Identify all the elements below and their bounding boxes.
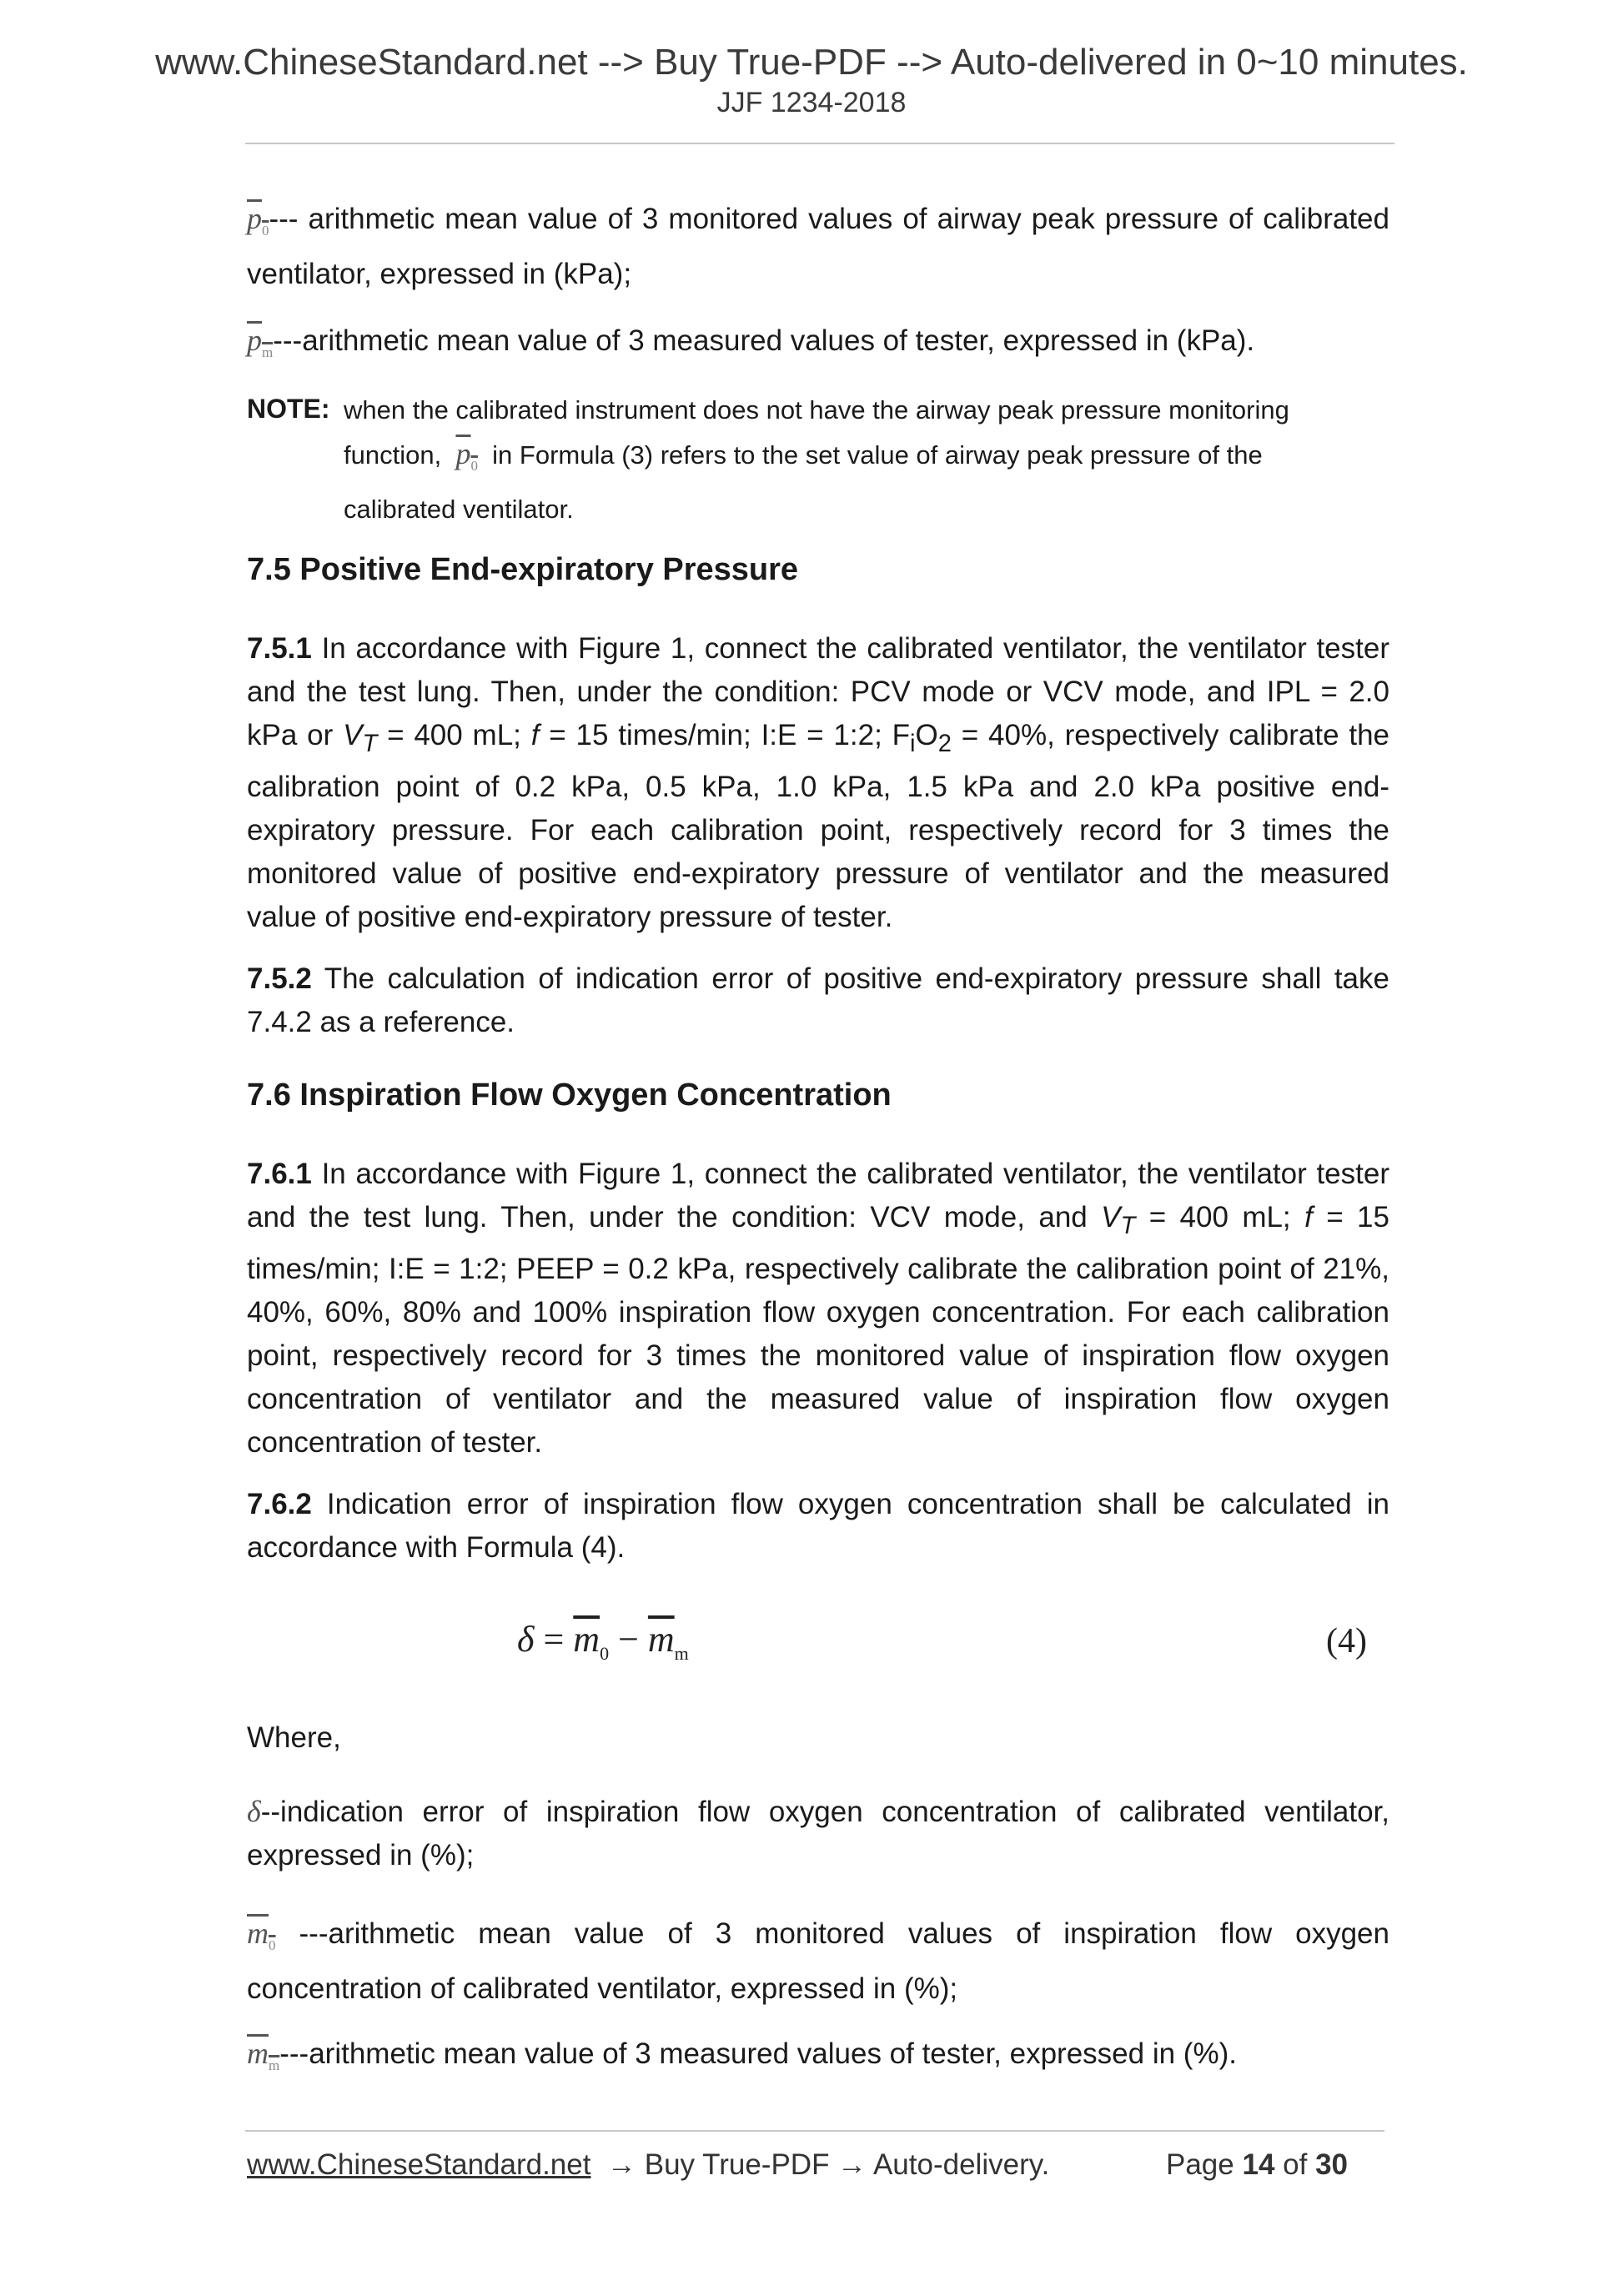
- header-banner: www.ChineseStandard.net --> Buy True-PDF --> Auto-delivered in 0~10 minutes.: [155, 42, 1468, 83]
- footer-site-link[interactable]: www.ChineseStandard.net: [247, 2148, 591, 2181]
- formula-4: $\delta = \overline{m}_0 - \overline{m}_m$: [517, 1619, 689, 1664]
- symbol-p0-note: $p_0$: [455, 437, 478, 475]
- note-text: when the calibrated instrument does not have the airway peak pressure monitoring function, $p_0$ in Formula (3) refers to the set value of airway peak pressure of the calibrated ventilator.: [344, 395, 1289, 525]
- where-label: Where,: [247, 1721, 341, 1754]
- note-label: NOTE:: [247, 394, 330, 424]
- definition-delta: δ--indication error of inspiration flow oxygen concentration of calibrated ventilator, expressed in (%);: [247, 1795, 1389, 1871]
- symbol-m0: $m_0$: [247, 1917, 276, 1954]
- paragraph-7-6-2: 7.6.2 Indication error of inspiration flow oxygen concentration shall be calculated in accordance with Formula (4).: [247, 1488, 1389, 1564]
- definition-m0: $m_0$ ---arithmetic mean value of 3 monitored values of inspiration flow oxygen concentration of calibrated ventilator, expressed in (%);: [247, 1917, 1389, 2006]
- paragraph-7-5-2: 7.5.2 The calculation of indication error of positive end-expiratory pressure shall take 7.4.2 as a reference.: [247, 962, 1389, 1038]
- symbol-p0: $p_0$: [247, 202, 269, 239]
- symbol-delta: δ: [247, 1795, 261, 1828]
- definition-mm: $m_m--$-arithmetic mean value of 3 measured values of tester, expressed in (%).: [247, 2037, 1237, 2074]
- definition-p0: $p_0---$ arithmetic mean value of 3 monitored values of airway peak pressure of calibrated ventilator, expressed in (kPa);: [247, 202, 1389, 291]
- paragraph-7-5-1: 7.5.1 In accordance with Figure 1, connect the calibrated ventilator, the ventilator tester and the test lung. Then, under the condition: PCV mode or VCV mode, and IPL = 2.0 kPa or $V_T = 400$ mL; f = 15 times/min; I:E = 1:2; $F_iO_2 = 40\%$, respectively calibrate the calibration point of 0.2 kPa, 0.5 kPa, 1.0 kPa, 1.5 kPa and 2.0 kPa positive end-expiratory pressure. For each calibration point, respectively record for 3 times the monitored value of positive end-expiratory pressure of ventilator and the measured value of positive end-expiratory pressure of tester.: [247, 632, 1390, 933]
- document-number: JJF 1234-2018: [716, 87, 907, 118]
- symbol-mm: $m_m$: [247, 2037, 280, 2074]
- footer-tagline: → Buy True-PDF → Auto-delivery.: [607, 2148, 1050, 2181]
- footer-divider: [245, 2130, 1384, 2132]
- symbol-pm: $p_m$: [247, 324, 274, 361]
- paragraph-7-6-1: 7.6.1 In accordance with Figure 1, connect the calibrated ventilator, the ventilator tester and the test lung. Then, under the condition: VCV mode, and $V_T = 400$ mL; f = 15 times/min; I:E = 1:2; PEEP = 0.2 kPa, respectively calibrate the calibration point of 21%, 40%, 60%, 80% and 100% inspiration flow oxygen concentration. For each calibration point, respectively record for 3 times the monitored value of inspiration flow oxygen concentration of ventilator and the measured value of inspiration flow oxygen concentration of tester.: [247, 1158, 1389, 1459]
- section-7-5-heading: 7.5 Positive End-expiratory Pressure: [247, 552, 799, 587]
- definition-pm: $p_m--$-arithmetic mean value of 3 measured values of tester, expressed in (kPa).: [247, 324, 1255, 361]
- header-divider: [245, 143, 1394, 144]
- formula-number: (4): [1326, 1622, 1367, 1660]
- section-7-6-heading: 7.6 Inspiration Flow Oxygen Concentration: [247, 1078, 892, 1113]
- page-indicator: Page 14 of 30: [1166, 2148, 1349, 2181]
